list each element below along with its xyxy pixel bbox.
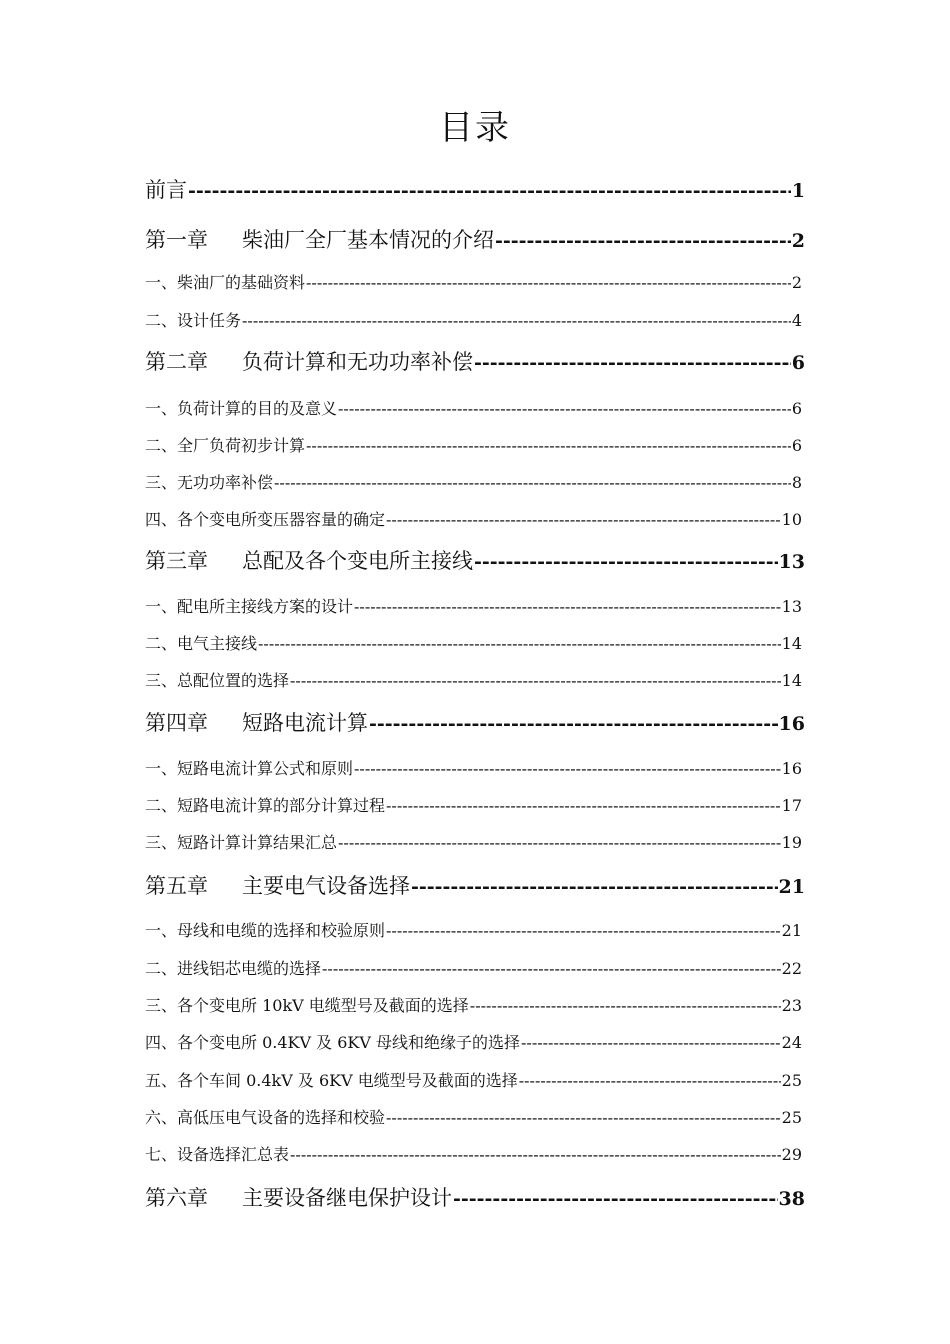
toc-entry-text: 一、柴油厂的基础资料 [145, 273, 306, 292]
toc-chapter-entry[interactable] [145, 346, 805, 376]
toc-dot-leader [242, 311, 791, 330]
toc-entry-text: 一、短路电流计算公式和原则 [145, 759, 354, 778]
toc-chapter-entry[interactable] [145, 1182, 805, 1212]
toc-page-number: 16 [781, 759, 802, 778]
toc-page-number: 2 [791, 230, 805, 252]
toc-entry-title [145, 830, 337, 853]
toc-chapter-number: 第三章 [145, 549, 208, 573]
toc-entry-text: 负荷计算和无功功率补偿 [242, 350, 473, 374]
toc-section-entry[interactable] [145, 594, 802, 617]
toc-page-number: 24 [781, 1033, 802, 1052]
toc-dot-leader [386, 1108, 781, 1127]
toc-entry-title [145, 707, 368, 737]
toc-page-number: 16 [778, 713, 805, 735]
toc-dot-leader [354, 759, 781, 778]
toc-page-number: 14 [781, 671, 802, 690]
toc-page-number: 6 [791, 399, 802, 418]
toc-page-number: 2 [791, 273, 802, 292]
toc-section-entry[interactable] [145, 830, 802, 853]
toc-entry-text: 柴油厂全厂基本情况的介绍 [242, 228, 494, 252]
toc-entry-text: 五、各个车间 0.4kV 及 6KV 电缆型号及截面的选择 [145, 1071, 518, 1090]
toc-entry-text: 二、短路电流计算的部分计算过程 [145, 796, 386, 815]
toc-dot-leader [453, 1188, 778, 1210]
toc-entry-title [145, 174, 187, 204]
toc-page-number: 21 [778, 876, 805, 898]
toc-title: 目录 [439, 108, 511, 148]
toc-page-number: 13 [781, 597, 802, 616]
toc-dot-leader [290, 671, 781, 690]
toc-section-entry[interactable] [145, 956, 802, 979]
toc-entry-text: 一、配电所主接线方案的设计 [145, 597, 354, 616]
toc-section-entry[interactable] [145, 668, 802, 691]
toc-entry-title [145, 1142, 289, 1165]
toc-section-entry[interactable] [145, 1105, 802, 1128]
toc-chapter-number: 第六章 [145, 1186, 208, 1210]
toc-entry-text: 七、设备选择汇总表 [145, 1145, 290, 1164]
toc-entry-title [145, 793, 385, 816]
toc-entry-title [145, 1068, 518, 1091]
toc-dot-leader [354, 597, 781, 616]
toc-entry-title [145, 308, 241, 331]
toc-entry-text: 主要设备继电保护设计 [242, 1186, 452, 1210]
toc-entry-text: 前言 [145, 178, 187, 202]
toc-section-entry[interactable] [145, 1030, 802, 1053]
toc-entry-text: 四、各个变电所 0.4KV 及 6KV 母线和绝缘子的选择 [145, 1033, 520, 1052]
toc-section-entry[interactable] [145, 396, 802, 419]
toc-entry-text: 二、电气主接线 [145, 634, 258, 653]
toc-entry-title [145, 594, 353, 617]
toc-page-number: 38 [778, 1188, 805, 1210]
toc-entry-text: 二、进线铝芯电缆的选择 [145, 959, 322, 978]
toc-entry-text: 三、总配位置的选择 [145, 671, 290, 690]
toc-entry-text: 二、设计任务 [145, 311, 242, 330]
toc-section-entry[interactable] [145, 308, 802, 331]
toc-section-entry[interactable] [145, 270, 802, 293]
toc-entry-title [145, 1182, 452, 1212]
toc-page-number: 29 [781, 1145, 802, 1164]
toc-page-number: 6 [791, 436, 802, 455]
toc-entry-title [145, 1030, 520, 1053]
toc-dot-leader [338, 399, 791, 418]
toc-page-number: 13 [778, 551, 805, 573]
toc-entry-text: 三、无功功率补偿 [145, 473, 274, 492]
toc-entry-text: 六、高低压电气设备的选择和校验 [145, 1108, 386, 1127]
toc-section-entry[interactable] [145, 470, 802, 493]
toc-dot-leader [306, 273, 791, 292]
toc-dot-leader [290, 1145, 781, 1164]
toc-entry-title [145, 1105, 385, 1128]
toc-page-number: 4 [791, 311, 802, 330]
toc-chapter-entry[interactable] [145, 707, 805, 737]
toc-page-number: 25 [781, 1071, 802, 1090]
toc-dot-leader [470, 996, 781, 1015]
toc-dot-leader [495, 230, 791, 252]
toc-page-number: 8 [791, 473, 802, 492]
toc-entry-text: 一、负荷计算的目的及意义 [145, 399, 338, 418]
toc-entry-title [145, 470, 273, 493]
toc-entry-title [145, 631, 257, 654]
toc-dot-leader [369, 713, 778, 735]
toc-entry-title [145, 756, 353, 779]
toc-section-entry[interactable] [145, 756, 802, 779]
toc-entry-title [145, 507, 385, 530]
toc-page-number: 17 [781, 796, 802, 815]
toc-page-number: 14 [781, 634, 802, 653]
toc-chapter-entry[interactable] [145, 870, 805, 900]
toc-entry-title [145, 545, 473, 575]
toc-entry-text: 短路电流计算 [242, 711, 368, 735]
toc-chapter-number: 第四章 [145, 711, 208, 735]
toc-entry-title [145, 396, 337, 419]
toc-entry-title [145, 346, 473, 376]
toc-chapter-number: 第二章 [145, 350, 208, 374]
toc-chapter-entry[interactable] [145, 174, 805, 204]
toc-page-number: 19 [781, 833, 802, 852]
toc-dot-leader [306, 436, 791, 455]
toc-entry-title [145, 870, 410, 900]
toc-entry-title [145, 956, 321, 979]
toc-section-entry[interactable] [145, 433, 802, 456]
toc-page-number: 23 [781, 996, 802, 1015]
toc-entry-text: 三、短路计算计算结果汇总 [145, 833, 338, 852]
toc-entry-title [145, 433, 305, 456]
toc-dot-leader [519, 1071, 781, 1090]
toc-entry-title [145, 993, 469, 1016]
toc-dot-leader [386, 921, 781, 940]
toc-dot-leader [258, 634, 781, 653]
toc-page-number: 22 [781, 959, 802, 978]
toc-section-entry[interactable] [145, 1068, 802, 1091]
toc-chapter-entry[interactable] [145, 545, 805, 575]
toc-dot-leader [274, 473, 791, 492]
toc-section-entry[interactable] [145, 918, 802, 941]
toc-dot-leader [322, 959, 781, 978]
toc-entry-text: 三、各个变电所 10kV 电缆型号及截面的选择 [145, 996, 469, 1015]
toc-page-number: 10 [781, 510, 802, 529]
toc-page-number: 6 [791, 352, 805, 374]
toc-entry-text: 二、全厂负荷初步计算 [145, 436, 306, 455]
toc-section-entry[interactable] [145, 793, 802, 816]
toc-entry-title [145, 668, 289, 691]
toc-entry-title [145, 918, 385, 941]
toc-section-entry[interactable] [145, 1142, 802, 1165]
toc-dot-leader [386, 510, 781, 529]
toc-entry-title [145, 270, 305, 293]
toc-chapter-number: 第五章 [145, 874, 208, 898]
toc-dot-leader [411, 876, 778, 898]
toc-page-number: 1 [791, 180, 805, 202]
toc-entry-title [145, 224, 494, 254]
toc-entry-text: 四、各个变电所变压器容量的确定 [145, 510, 386, 529]
toc-chapter-number: 第一章 [145, 228, 208, 252]
toc-entry-text: 总配及各个变电所主接线 [242, 549, 473, 573]
toc-chapter-entry[interactable] [145, 224, 805, 254]
toc-dot-leader [188, 180, 791, 202]
toc-dot-leader [521, 1033, 781, 1052]
toc-section-entry[interactable] [145, 631, 802, 654]
toc-dot-leader [474, 551, 778, 573]
toc-dot-leader [338, 833, 781, 852]
toc-section-entry[interactable] [145, 993, 802, 1016]
toc-entry-text: 主要电气设备选择 [242, 874, 410, 898]
toc-page-number: 21 [781, 921, 802, 940]
toc-dot-leader [386, 796, 781, 815]
toc-entry-text: 一、母线和电缆的选择和校验原则 [145, 921, 386, 940]
toc-section-entry[interactable] [145, 507, 802, 530]
toc-dot-leader [474, 352, 791, 374]
toc-page-number: 25 [781, 1108, 802, 1127]
